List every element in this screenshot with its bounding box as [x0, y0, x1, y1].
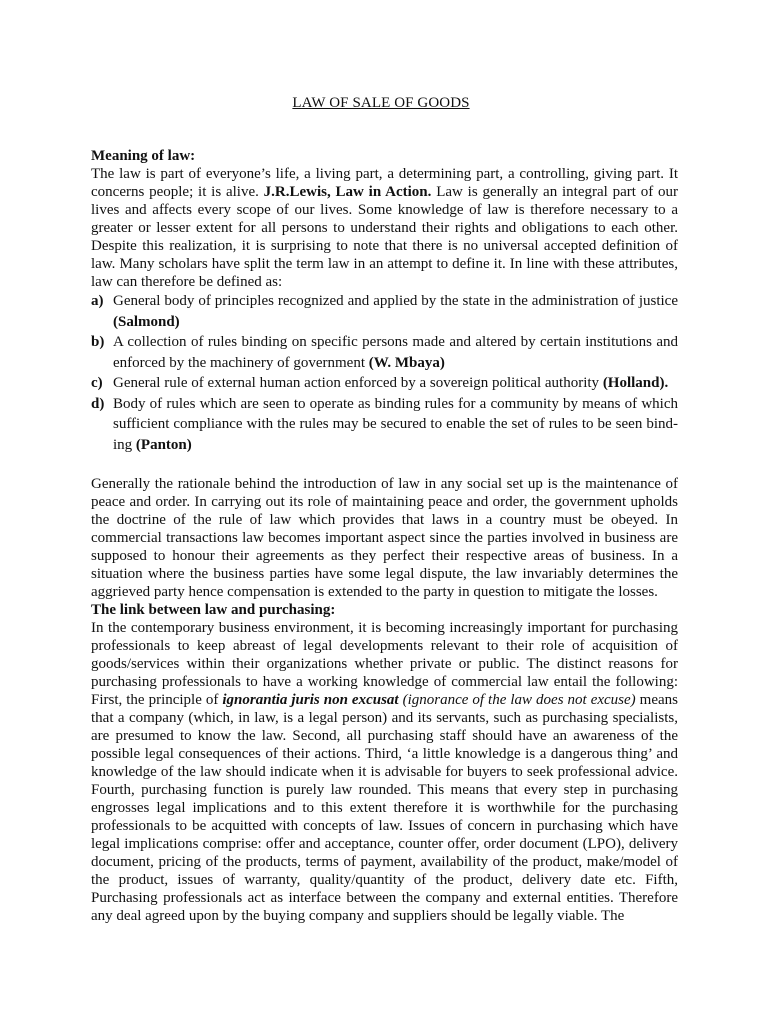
document-title-text: LAW OF SALE OF GOODS	[292, 95, 470, 111]
definition-item	[91, 291, 678, 332]
definition-marker: d)	[91, 395, 105, 412]
document-title	[0, 94, 768, 112]
definition-author: (Salmond)	[113, 313, 180, 330]
definition-marker: a)	[91, 293, 104, 309]
meaning-paragraph	[91, 165, 678, 291]
definition-author: (Panton)	[135, 436, 192, 453]
definitions-list	[91, 291, 678, 455]
definition-author: (Holland).	[602, 375, 669, 391]
link-text-2: means that a company (which, in law, is a legal person) and its servants, such as purchasing specialists, are presumed to know the law. Second, all purchasing staff should have an awareness of the possible legal consequences of their actions. Third, ‘a little knowledge is a dangerous thing’ and knowledge of the law should indicate when it is advisable for buyers to seek professional advice. Fourth, purchasing function is purely law rounded. This means that every step in purchasing engrosses legal implications and to this extent therefore it is worthwhile for the purchasing professionals to be acquitted with concepts of law. Issues of concern in purchasing which have legal implications comprise: offer and acceptance, counter offer, order document (LPO), delivery document, pricing of the products, terms of payment, availability of the product, make/model of the product, issues of warranty, quality/quantity of the product, delivery date etc. Fifth, Purchasing professionals act as interface between the company and external entities. Therefore any deal agreed upon by the buying company and suppliers should be legally viable. The	[91, 692, 678, 924]
definition-item	[91, 332, 678, 373]
meaning-text-1: The law is part of everyone’s life, a living part, a determining part, a controlling, giving part. It concerns people; it is alive.	[91, 166, 678, 200]
link-heading: The link between law and purchasing:	[91, 602, 336, 618]
definition-item	[91, 394, 678, 456]
meaning-source: J.R.Lewis, Law in Action.	[263, 184, 432, 200]
definition-text: Body of rules which are seen to operate as binding rules for a community by means of which sufficient compliance with the rules may be secured to enable the set of rules to be seen bind-ing	[113, 395, 678, 453]
latin-maxim: ignorantia juris non excusat	[222, 692, 399, 708]
link-text-1: In the contemporary business environment, it is becoming increasingly important for purchasing professionals to keep abreast of legal developments relevant to their role of acquisition of goods/services within their organizations whether private or public. The distinct reasons for purchasing professionals to have a working knowledge of commercial law entail the following: First, the principle of	[91, 620, 678, 708]
link-paragraph	[91, 619, 678, 925]
document-body	[91, 147, 678, 925]
definition-text: General body of principles recognized and applied by the state in the administration of justice	[113, 293, 678, 309]
section-spacer	[91, 455, 678, 475]
rationale-paragraph: Generally the rationale behind the introduction of law in any social set up is the maintenance of peace and order. In carrying out its role of maintaining peace and order, the government upholds the doctrine of the rule of law which provides that laws in a country must be obeyed. In commercial transactions law becomes important aspect since the parties involved in business are supposed to honour their agreements as they perfect their respective areas of business. In a situation where the business parties have some legal dispute, the law invariably determines the aggrieved party hence compensation is extended to the party in question to mitigate the losses.	[91, 476, 678, 600]
definition-text: General rule of external human action enforced by a sovereign political authority	[113, 375, 603, 391]
definition-author: (W. Mbaya)	[368, 354, 445, 371]
definition-marker: b)	[91, 334, 105, 350]
definition-item	[91, 373, 678, 394]
definition-marker: c)	[91, 375, 103, 391]
meaning-heading: Meaning of law:	[91, 148, 196, 164]
latin-translation: (ignorance of the law does not excuse)	[398, 692, 636, 708]
meaning-text-2: Law is generally an integral part of our lives and affects every scope of our lives. Some knowledge of law is therefore necessary to a greater or lesser extent for all persons to understand their rights and obligations to each other. Despite this realization, it is surprising to note that there is no universal accepted definition of law. Many scholars have split the term law in an attempt to define it. In line with these attributes, law can therefore be defined as:	[91, 184, 678, 290]
definition-text: A collection of rules binding on specific persons made and altered by certain institutions and enforced by the machinery of government	[113, 334, 678, 371]
